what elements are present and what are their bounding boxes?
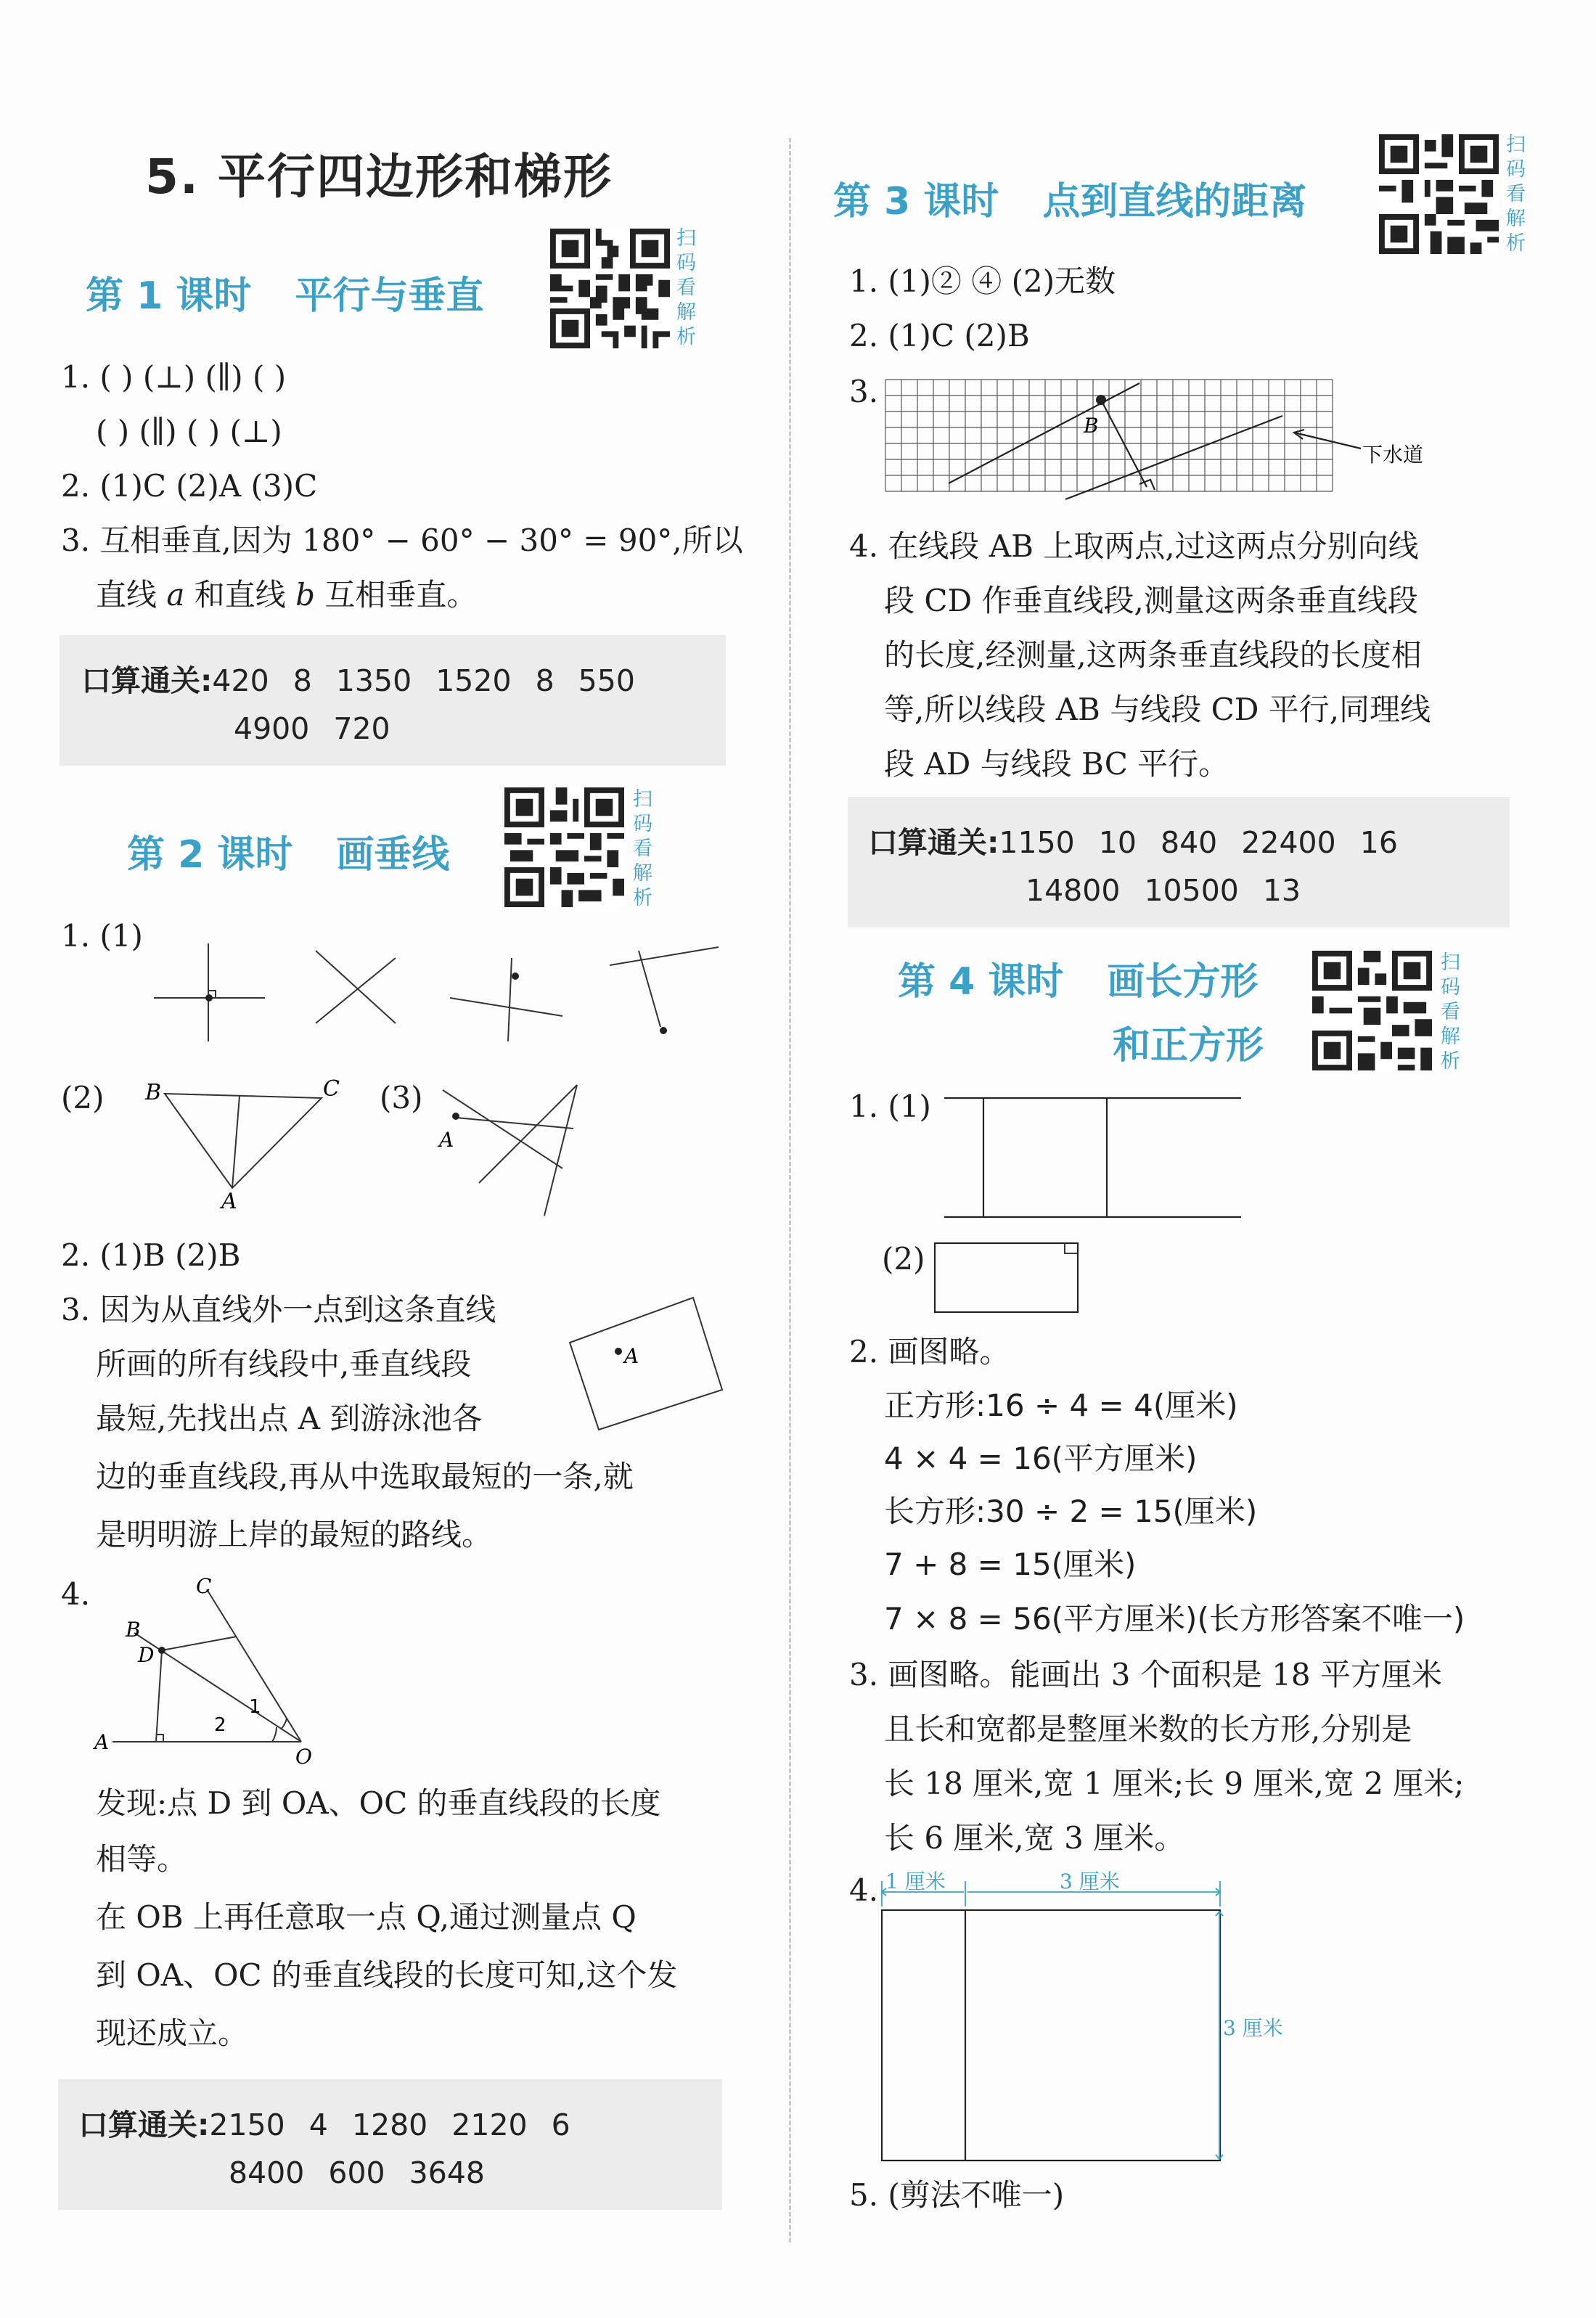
qr-code-icon[interactable] bbox=[1379, 134, 1499, 254]
l4-q2-l2: 4 × 4 = 16(平方厘米) bbox=[884, 1441, 1198, 1476]
l1-q3-line1: 3. 互相垂直,因为 180° − 60° − 30° = 90°,所以 bbox=[61, 523, 743, 558]
l2-finding-line2: 相等。 bbox=[96, 1841, 188, 1877]
svg-text:C: C bbox=[323, 1076, 340, 1102]
qr-caption: 扫 码 看 解 析 bbox=[633, 788, 652, 909]
l1-calc-box bbox=[60, 635, 726, 766]
l1-q3-line2: 直线 a 和直线 b 互相垂直。 bbox=[96, 577, 478, 613]
lesson4-number: 第 4 课时 bbox=[898, 960, 1064, 1004]
calc-label: 口算通关: bbox=[868, 825, 999, 860]
qr-code-icon[interactable] bbox=[1312, 951, 1432, 1070]
lesson2-number: 第 2 课时 bbox=[127, 833, 293, 877]
l4-q3-line3: 长 18 厘米,宽 1 厘米;长 9 厘米,宽 2 厘米; bbox=[884, 1766, 1465, 1801]
l4-q4: 4. bbox=[849, 1872, 879, 1908]
l2-q1: 1. (1) bbox=[61, 918, 143, 954]
svg-text:下水道: 下水道 bbox=[1362, 443, 1424, 467]
svg-text:3 厘米: 3 厘米 bbox=[1060, 1869, 1120, 1893]
l2-finding-line4: 到 OA、OC 的垂直线段的长度可知,这个发 bbox=[96, 1957, 678, 1993]
l2-q1-part3: (3) bbox=[380, 1080, 423, 1115]
lesson4-header bbox=[898, 951, 1301, 1005]
l4-q2-l3: 长方形:30 ÷ 2 = 15(厘米) bbox=[884, 1494, 1258, 1529]
l2-finding-line3: 在 OB 上再任意取一点 Q,通过测量点 Q bbox=[96, 1899, 637, 1935]
calc-row1: 1150 10 840 22400 16 bbox=[999, 825, 1398, 860]
lesson2-header bbox=[127, 824, 493, 878]
calc-row1: 420 8 1350 1520 8 550 bbox=[212, 663, 635, 698]
l2-q4-angle-figure bbox=[91, 1575, 330, 1771]
calc-label: 口算通关: bbox=[78, 2108, 210, 2142]
lesson2-name: 画垂线 bbox=[336, 833, 450, 877]
qr-caption: 扫 码 看 解 析 bbox=[1506, 134, 1526, 255]
l2-q3-line4: 边的垂直线段,再从中选取最短的一条,就 bbox=[96, 1459, 634, 1494]
l2-q3-line2: 所画的所有线段中,垂直线段 bbox=[96, 1346, 472, 1382]
l3-q4-line1: 4. 在线段 AB 上取两点,过这两点分别向线 bbox=[849, 528, 1419, 564]
svg-text:1 厘米: 1 厘米 bbox=[885, 1869, 946, 1893]
l4-q1-part2: (2) bbox=[882, 1241, 925, 1277]
lesson1-header bbox=[86, 265, 527, 319]
svg-text:2: 2 bbox=[214, 1714, 226, 1736]
l2-q1-part2: (2) bbox=[61, 1080, 105, 1115]
l2-q3-line1: 3. 因为从直线外一点到这条直线 bbox=[61, 1292, 496, 1327]
svg-text:B: B bbox=[126, 1618, 141, 1642]
svg-text:D: D bbox=[138, 1643, 155, 1667]
lesson4-name-line1: 画长方形 bbox=[1107, 960, 1259, 1004]
l3-q4-line5: 段 AD 与线段 BC 平行。 bbox=[884, 746, 1229, 782]
svg-text:B: B bbox=[145, 1080, 162, 1105]
lesson3-name: 点到直线的距离 bbox=[1042, 180, 1307, 224]
l2-q1-figure3 bbox=[421, 1074, 588, 1219]
l2-q1-figure1 bbox=[145, 936, 711, 1045]
l4-q2-l5: 7 × 8 = 56(平方厘米)(长方形答案不唯一) bbox=[884, 1601, 1465, 1637]
l4-q2-l1: 正方形:16 ÷ 4 = 4(厘米) bbox=[884, 1388, 1238, 1423]
l4-q1-parallel-figure bbox=[940, 1092, 1245, 1223]
l4-q4-rectangle-figure bbox=[875, 1867, 1310, 2171]
lesson4-name-line2: 和正方形 bbox=[1113, 1024, 1264, 1068]
l2-q1-figure2 bbox=[142, 1076, 359, 1214]
l4-q3-line1: 3. 画图略。能画出 3 个面积是 18 平方厘米 bbox=[849, 1657, 1442, 1692]
qr-caption: 扫 码 看 解 析 bbox=[1441, 951, 1460, 1073]
svg-text:A: A bbox=[624, 1344, 639, 1368]
svg-text:B: B bbox=[1084, 414, 1099, 438]
svg-text:O: O bbox=[295, 1745, 312, 1769]
calc-row1: 2150 4 1280 2120 6 bbox=[209, 2108, 570, 2142]
l3-q3-grid-figure bbox=[882, 376, 1506, 507]
calc-row2: 8400 600 3648 bbox=[229, 2155, 486, 2190]
svg-text:3 厘米: 3 厘米 bbox=[1223, 2016, 1283, 2040]
l3-q2: 2. (1)C (2)B bbox=[849, 318, 1030, 353]
svg-text:A: A bbox=[221, 1189, 237, 1214]
l3-q4-line2: 段 CD 作垂直线段,测量这两条垂直线段 bbox=[884, 583, 1418, 618]
pool-figure bbox=[566, 1292, 733, 1437]
l1-q2: 2. (1)C (2)A (3)C bbox=[61, 468, 318, 504]
lesson3-number: 第 3 课时 bbox=[833, 180, 999, 224]
column-divider bbox=[789, 138, 791, 2243]
l2-calc-box bbox=[58, 2079, 722, 2210]
svg-text:A: A bbox=[439, 1128, 454, 1152]
qr-code-icon[interactable] bbox=[504, 787, 624, 907]
l4-q1-rectangle-figure bbox=[933, 1237, 1085, 1317]
l3-q1: 1. (1)② ④ (2)无数 bbox=[849, 263, 1116, 299]
l2-q3-line3: 最短,先找出点 A 到游泳池各 bbox=[96, 1401, 483, 1436]
calc-row2: 4900 720 bbox=[234, 711, 390, 746]
l4-q2: 2. 画图略。 bbox=[849, 1334, 1010, 1369]
l4-q2-l4: 7 + 8 = 15(厘米) bbox=[884, 1547, 1137, 1582]
l2-finding-line5: 现还成立。 bbox=[96, 2015, 249, 2051]
l1-q1-row2: ( ) (∥) ( ) (⊥) bbox=[96, 414, 282, 449]
l1-q1-row1: 1. ( ) (⊥) (∥) ( ) bbox=[61, 359, 287, 395]
l2-finding-line1: 发现:点 D 到 OA、OC 的垂直线段的长度 bbox=[96, 1785, 661, 1821]
lesson1-number: 第 1 课时 bbox=[86, 274, 252, 318]
calc-row2: 14800 10500 13 bbox=[1026, 873, 1301, 908]
calc-label: 口算通关: bbox=[81, 663, 213, 698]
qr-caption: 扫 码 看 解 析 bbox=[676, 227, 696, 348]
lesson3-header bbox=[833, 171, 1350, 225]
svg-text:1: 1 bbox=[249, 1696, 261, 1718]
l2-q4: 4. bbox=[61, 1576, 91, 1612]
l3-q4-line3: 的长度,经测量,这两条垂直线段的长度相 bbox=[884, 637, 1422, 673]
l4-q3-line4: 长 6 厘米,宽 3 厘米。 bbox=[884, 1820, 1185, 1856]
l2-q2: 2. (1)B (2)B bbox=[61, 1237, 241, 1273]
l3-q4-line4: 等,所以线段 AB 与线段 CD 平行,同理线 bbox=[884, 692, 1431, 727]
l4-q5: 5. (剪法不唯一) bbox=[849, 2177, 1065, 2213]
l4-q3-line2: 且长和宽都是整厘米数的长方形,分别是 bbox=[884, 1711, 1412, 1747]
svg-text:C: C bbox=[196, 1574, 212, 1598]
qr-code-icon[interactable] bbox=[550, 229, 670, 348]
lesson1-name: 平行与垂直 bbox=[295, 274, 484, 318]
l2-q3-line5: 是明明游上岸的最短的路线。 bbox=[96, 1517, 493, 1552]
svg-text:A: A bbox=[94, 1730, 110, 1754]
l4-q1: 1. (1) bbox=[849, 1089, 931, 1124]
page-title: 5. 平行四边形和梯形 bbox=[145, 149, 613, 205]
l3-calc-box bbox=[848, 797, 1510, 927]
l3-q3: 3. bbox=[849, 374, 879, 409]
